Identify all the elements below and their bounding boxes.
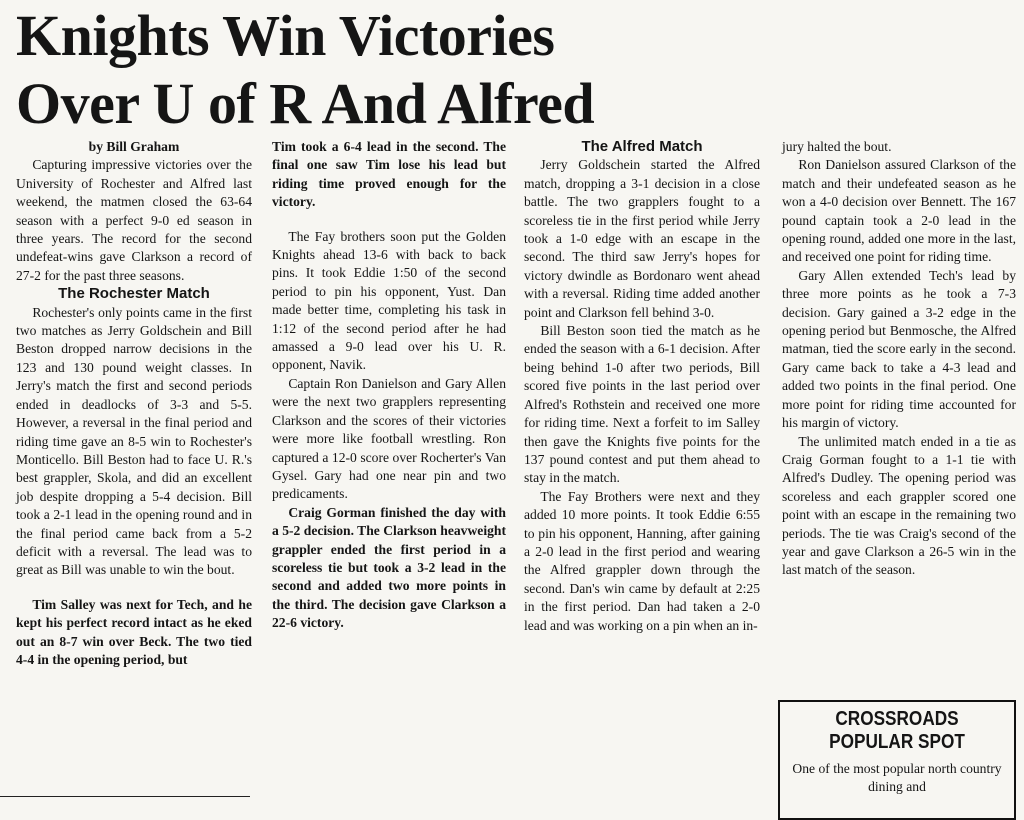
paragraph: The Fay brothers soon put the Golden Knights ahead 13-6 with back to back pins. It took Eddie 1:50 of the second period to pin his opponent, Yust. Dan made better time, completing his task in 1:12 of the second period after he had amassed a 9-0 lead over his U. R. opponent, Navik.	[272, 228, 506, 373]
column-2	[272, 138, 506, 633]
paragraph: Craig Gorman finished the day with a 5-2 decision. The Clarkson heavweight grappler ended the first period in a scoreless tie but took a 3-2 lead in the second and added two more points in the third. The decision gave Clarkson a 22-6 victory.	[272, 504, 506, 631]
paragraph: Jerry Goldschein started the Alfred match, dropping a 3-1 decision in a close battle. The two grapplers fought to a scoreless tie in the first period while Jerry took a 1-0 edge with an escape in the second. The third saw Jerry's hopes for victory dwindle as Bordonaro went ahead with a reversal. Riding time added another point and Clarkson fell behind 3-0.	[524, 157, 760, 320]
paragraph: Bill Beston soon tied the match as he ended the season with a 6-1 decision. After being behind 1-0 after two periods, Bill scored five points in the last period over Alfred's Rothstein and received one more for riding time. Next a forfeit to im Salley then gave the Knights five points for the 137 pound contest and put them ahead to stay in the match.	[524, 323, 760, 486]
article-headline	[16, 2, 716, 138]
paragraph: Tim Salley was next for Tech, and he kept his perfect record intact as he eked out an 8-7 win over Beck. The two tied 4-4 in the opening period, but	[16, 596, 252, 667]
paragraph: Tim took a 6-4 lead in the second. The final one saw Tim lose his lead but riding time proved enough for the victory.	[272, 139, 506, 210]
paragraph: The unlimited match ended in a tie as Craig Gorman fought to a 1-1 tie with Alfred's Dudley. The opening period was scoreless and each grappler scored one point with an escape in the remaining two periods. The tie was Craig's second of the year and gave Clarkson a 26-5 win in the last match of the season.	[782, 433, 1016, 578]
headline-line-2: Over U of R And Alfred	[16, 71, 595, 136]
ad-title-line-2: POPULAR SPOT	[829, 731, 965, 753]
paragraph: Gary Allen extended Tech's lead by three more points as he took a 7-3 decision. Gary gained a 3-2 edge in the opening period but Benmosche, the Alfred matman, tied the score early in the second. Gary came back to take a 4-3 lead and added two points in the final period. One more point for riding time accounted for his margin of victory.	[782, 267, 1016, 431]
column-3	[524, 138, 760, 635]
column-1	[16, 138, 252, 669]
column-rule	[0, 796, 250, 797]
paragraph: Ron Danielson assured Clarkson of the match and their undefeated season as he won a 4-0 decision over Bennett. The 167 pound captain took a 2-0 lead in the opening round, added one more in the last, and received one point for riding time.	[782, 157, 1016, 265]
ad-text: One of the most popular north country dining and	[792, 761, 1002, 794]
crossroads-ad-box	[778, 700, 1016, 820]
paragraph: Capturing impressive victories over the University of Rochester and Alfred last weekend, the matmen closed the 63-64 season with a perfect 9-0 ed season in three years. The record for the second undefeat-wins gave Clarkson a record of 27-2 for the past three seasons.	[16, 157, 252, 283]
paragraph: The Fay Brothers were next and they added 10 more points. It took Eddie 6:55 to pin his opponent, Hanning, after gaining a 2-0 lead in the first period and wearing the Alfred grappler down through the second. Dan's win came by default at 2:25 in the first period. Dan had taken a 2-0 lead and was working on a pin when an in-	[524, 488, 760, 633]
byline: by Bill Graham	[88, 139, 180, 154]
paragraph: jury halted the bout.	[782, 139, 892, 154]
subhead-alfred-match: The Alfred Match	[581, 138, 703, 155]
ad-title	[796, 708, 997, 754]
column-4	[782, 138, 1016, 580]
subhead-rochester-match: The Rochester Match	[58, 285, 210, 303]
ad-title-line-1: CROSSROADS	[835, 708, 959, 730]
paragraph: Rochester's only points came in the first two matches as Jerry Goldschein and Bill Beston dropped narrow decisions in the 123 and 130 pound weight classes. In Jerry's match the first and second periods ended in deadlocks of 3-3 and 5-5. However, a reversal in the final period and riding time gave an 8-5 win to Rochester's Monticello. Bill Beston had to face U. R.'s best grappler, Skola, and did an excellent job despite dropping a 5-4 decision. Bill took a 2-1 lead in the opening round and in the final period came back from a 5-2 deficit with a reversal. The lead was to great as Bill was unable to win the bout.	[16, 304, 252, 578]
paragraph: Captain Ron Danielson and Gary Allen were the next two grapplers representing Clarkson and the scores of their victories were more like football wrestling. Ron captured a 12-0 score over Rocherter's Van Gysel. Gary had one near pin and two predicaments.	[272, 375, 506, 502]
headline-line-1: Knights Win Victories	[16, 3, 555, 68]
